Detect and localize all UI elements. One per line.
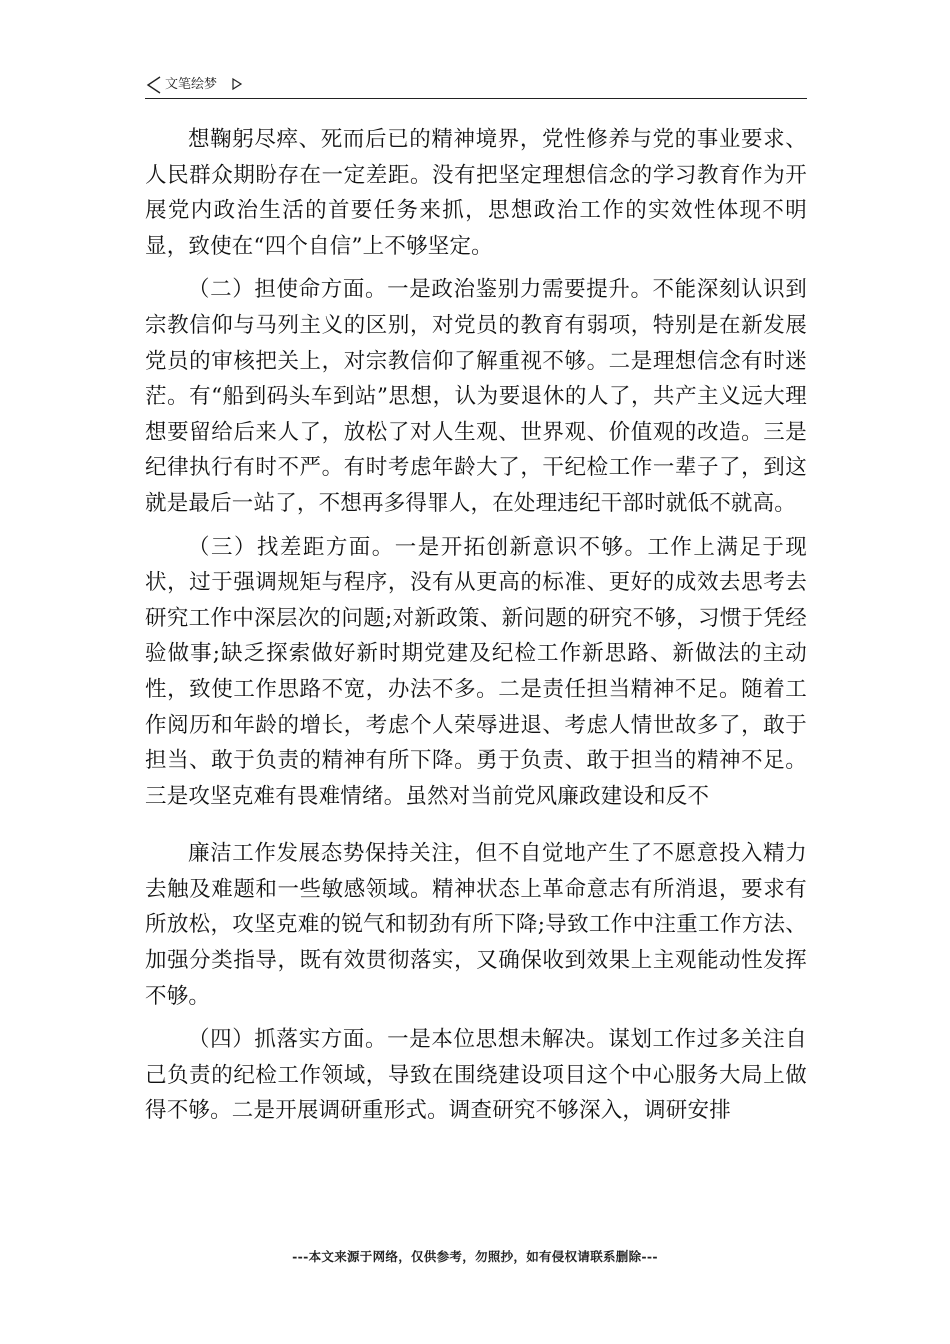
paragraph-section-three: （三）找差距方面。一是开拓创新意识不够。工作上满足于现状，过于强调规矩与程序，没有从更高的标准、更好的成效去思考去研究工作中深层次的问题;对新政策、新问题的研究不够，习惯于凭经验做事;缺乏探索做好新时期党建及纪检工作新思路、新做法的主动性，致使工作思路不宽，办法不多。二是责任担当精神不足。随着工作阅历和年龄的增长，考虑个人荣辱进退、考虑人情世故多了，敢于担当、敢于负责的精神有所下降。勇于负责、敢于担当的精神不足。三是攻坚克难有畏难情绪。虽然对当前党风廉政建设和反不 — [145, 534, 807, 809]
document-body — [145, 122, 807, 1129]
page-header — [145, 74, 807, 99]
paragraph-continuation: 想鞠躬尽瘁、死而后已的精神境界，党性修养与党的事业要求、人民群众期盼存在一定差距。没有把坚定理想信念的学习教育作为开展党内政治生活的首要任务来抓，思想政治工作的实效性体现不明显，致使在“四个自信”上不够坚定。 — [145, 127, 807, 259]
paragraph-section-two: （二）担使命方面。一是政治鉴别力需要提升。不能深刻认识到宗教信仰与马列主义的区别，对党员的教育有弱项，特别是在新发展党员的审核把关上，对宗教信仰了解重视不够。二是理想信念有时迷茫。有“船到码头车到站”思想，认为要退休的人了，共产主义远大理想要留给后来人了，放松了对人生观、世界观、价值观的改造。三是纪律执行有时不严。有时考虑年龄大了，干纪检工作一辈子了，到这就是最后一站了，不想再多得罪人，在处理违纪干部时就低不就高。 — [145, 277, 807, 516]
header-title: 文笔绘梦 — [165, 77, 218, 92]
paragraph-section-four: （四）抓落实方面。一是本位思想未解决。谋划工作过多关注自己负责的纪检工作领域，导致在围绕建设项目这个中心服务大局上做得不够。二是开展调研重形式。调查研究不够深入，调研安排 — [145, 1027, 807, 1124]
right-triangle-icon — [231, 77, 243, 91]
page-footer-disclaimer: ---本文来源于网络，仅供参考，勿照抄，如有侵权请联系删除--- — [292, 1249, 658, 1264]
paragraph-section-three-continued: 廉洁工作发展态势保持关注，但不自觉地产生了不愿意投入精力去触及难题和一些敏感领域。精神状态上革命意志有所消退，要求有所放松，攻坚克难的锐气和韧劲有所下降;导致工作中注重工作方法、加强分类指导，既有效贯彻落实，又确保收到效果上主观能动性发挥不够。 — [145, 841, 807, 1009]
left-triangle-icon — [145, 75, 165, 95]
